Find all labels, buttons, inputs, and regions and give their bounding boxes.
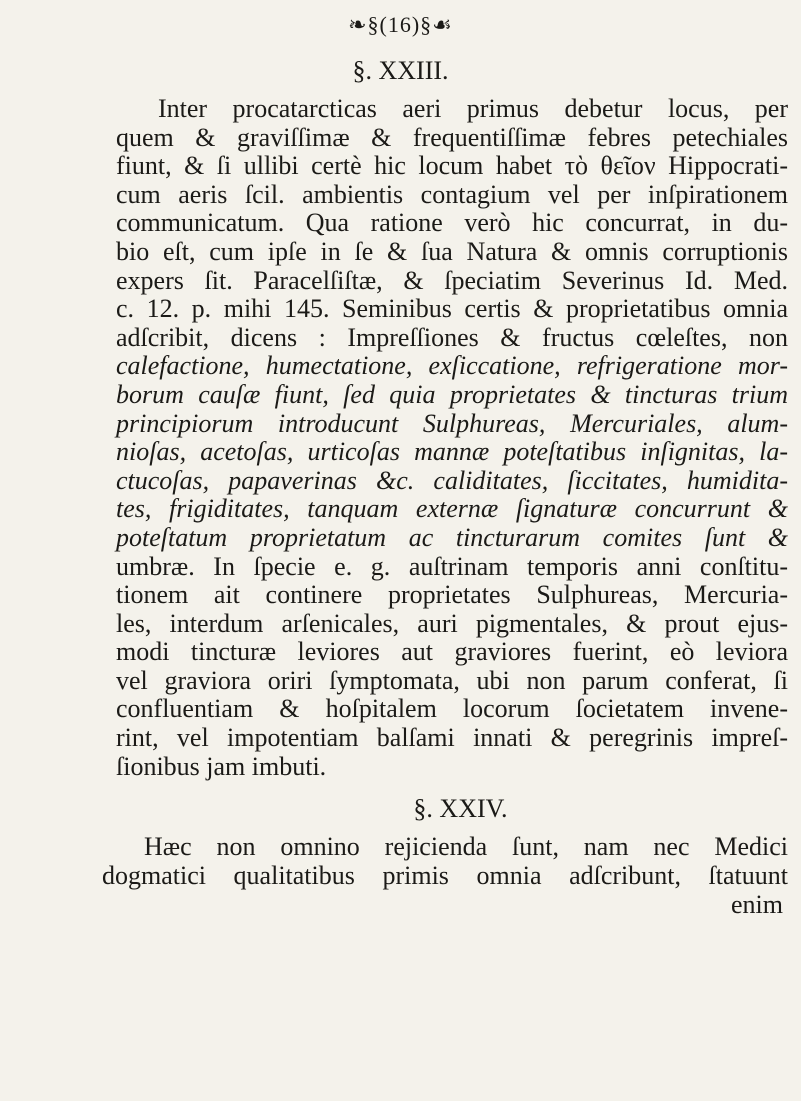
text-line: confluentiam & hoſpitalem locorum ſocietatem invene-	[116, 694, 788, 724]
text-line: rint, vel impotentiam balſami innati & peregrinis impreſ-	[116, 723, 788, 753]
text-line: c. 12. p. mihi 145. Seminibus certis & proprietatibus omnia	[116, 294, 788, 324]
text-line: tes, frigiditates, tanquam externæ ſignaturæ concurrunt &	[116, 494, 788, 524]
text-line: nioſas, acetoſas, urticoſas mannæ poteſtatibus inſignitas, la-	[116, 437, 788, 467]
text-line: ctucoſas, papaverinas &c. caliditates, ſiccitates, humidita-	[116, 465, 788, 495]
page-header: ❧§(16)§☙	[348, 12, 453, 37]
text-line: quem & graviſſimæ & frequentiſſimæ febres petechiales	[116, 122, 788, 152]
text-line: Inter procatarcticas aeri primus debetur locus, per	[158, 94, 788, 123]
catchword: enim	[731, 890, 783, 919]
text-line: modi tincturæ leviores aut graviores fuerint, eò leviora	[116, 637, 788, 667]
text-line: borum cauſæ fiunt, ſed quia proprietates & tincturas trium	[116, 379, 788, 409]
text-line: les, interdum arſenicales, auri pigmentales, & prout ejus-	[116, 608, 788, 638]
text-line: communicatum. Qua ratione verò hic concurrat, in du-	[116, 208, 788, 238]
text-line: vel graviora oriri ſymptomata, ubi non parum conferat, ſi	[116, 665, 788, 695]
text-line: dogmatici qualitatibus primis omnia adſcribunt, ſtatuunt	[102, 860, 788, 890]
text-line: umbræ. In ſpecie e. g. auſtrinam temporis anni conſtitu-	[116, 551, 788, 581]
text-line: fiunt, & ſi ullibi certè hic locum habet τὸ θεῖον Hippocrati-	[116, 151, 788, 181]
text-line: tionem ait continere proprietates Sulphureas, Mercuria-	[116, 580, 788, 610]
section-xxiii-body	[116, 95, 788, 781]
text-line: bio eſt, cum ipſe in ſe & ſua Natura & omnis corruptionis	[116, 236, 788, 266]
text-line: principiorum introducunt Sulphureas, Mercuriales, alum-	[116, 408, 788, 438]
text-line: adſcribit, dicens : Impreſſiones & fructus cœleſtes, non	[116, 322, 788, 352]
text-line: cum aeris ſcil. ambientis contagium vel per inſpirationem	[116, 179, 788, 209]
text-line: Hæc non omnino rejicienda ſunt, nam nec Medici	[144, 832, 788, 861]
section-xxiv-body	[102, 833, 788, 890]
text-line: ſionibus jam imbuti.	[116, 751, 327, 781]
text-line: poteſtatum proprietatum ac tincturarum comites ſunt &	[116, 522, 788, 552]
text-line: calefactione, humectatione, exſiccatione, refrigeratione mor-	[116, 351, 788, 381]
section-heading-xxiv: §. XXIV.	[413, 794, 508, 823]
section-heading-xxiii: §. XXIII.	[352, 56, 449, 85]
text-line: expers ſit. Paracelſiſtæ, & ſpeciatim Severinus Id. Med.	[116, 265, 788, 295]
